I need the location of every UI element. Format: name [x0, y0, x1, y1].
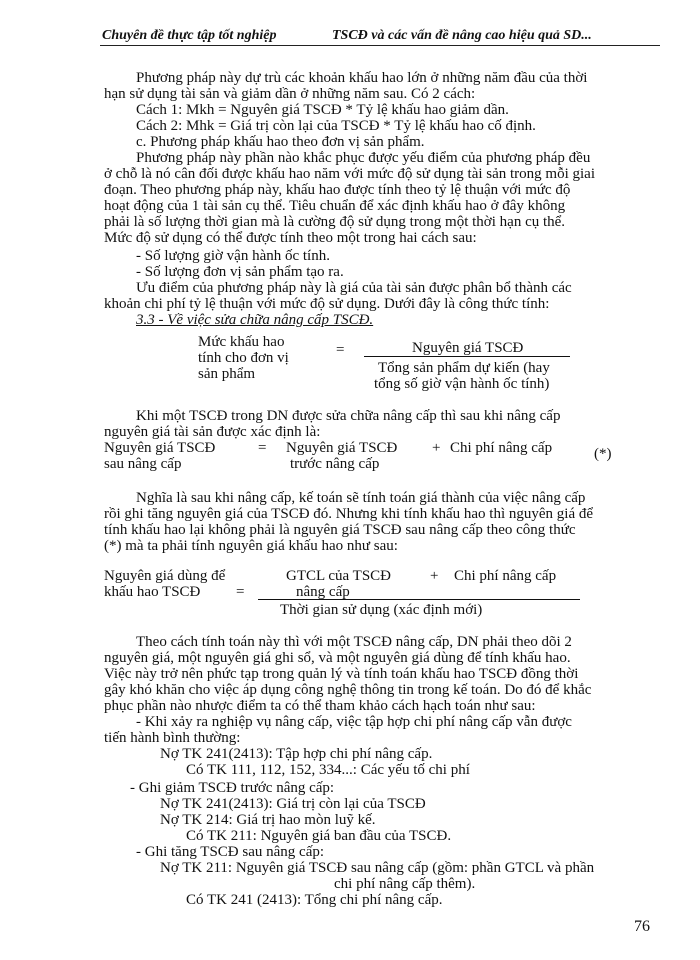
- text-line: phục phần nào nhược điểm ta có thể tham khảo cách hạch toán như sau:: [104, 698, 536, 714]
- text-line: Theo cách tính toán này thì với một TSCĐ nâng cấp, DN phải theo dõi 2: [136, 634, 572, 650]
- fraction-bar: [364, 356, 570, 357]
- journal-entry: chi phí nâng cấp thêm).: [334, 876, 476, 892]
- journal-entry: Có TK 111, 112, 152, 334...: Các yếu tố chi phí: [186, 762, 470, 778]
- text-line: tính khấu hao lại không phải là nguyên giá TSCĐ sau nâng cấp theo công thức: [104, 522, 576, 538]
- text-line: Khi một TSCĐ trong DN được sửa chữa nâng cấp thì sau khi nâng cấp: [136, 408, 561, 424]
- journal-entry: Nợ TK 214: Giá trị hao mòn luỹ kế.: [160, 812, 376, 828]
- text-line: rồi ghi tăng nguyên giá của TSCĐ đó. Nhưng khi tính khấu hao thì nguyên giá để: [104, 506, 594, 522]
- text-line: Phương pháp này phần nào khắc phục được yếu điểm của phương pháp đều: [136, 150, 591, 166]
- text-line: hoạt động của 1 tài sản cụ thể. Tiêu chuẩn để xác định khấu hao ở đây không: [104, 198, 566, 214]
- journal-entry: Nợ TK 211: Nguyên giá TSCĐ sau nâng cấp (gồm: phần GTCL và phần: [160, 860, 595, 876]
- text-line: khoản chi phí tỷ lệ thuận với mức độ sử dụng. Dưới đây là công thức tính:: [104, 296, 550, 312]
- formula-label: Nguyên giá TSCĐ: [104, 440, 216, 456]
- formula-plus: +: [430, 568, 439, 584]
- list-item: - Ghi giảm TSCĐ trước nâng cấp:: [130, 780, 335, 796]
- header-left-title: Chuyên đề thực tập tốt nghiệp: [102, 28, 277, 43]
- text-line: hạn sử dụng tài sản và giảm dần ở những năm sau. Có 2 cách:: [104, 86, 476, 102]
- text-line: ở chỗ là nó cân đối được khấu hao năm với mức độ sử dụng tài sản trong mỗi giai: [104, 166, 596, 182]
- text-line: Cách 2: Mhk = Giá trị còn lại của TSCĐ * Tỷ lệ khấu hao cố định.: [136, 118, 536, 134]
- journal-entry: Nợ TK 241(2413): Giá trị còn lại của TSCĐ: [160, 796, 426, 812]
- list-item: - Số lượng giờ vận hành ốc tính.: [136, 248, 330, 264]
- formula-equals: =: [336, 342, 345, 358]
- formula-label: khấu hao TSCĐ: [104, 584, 201, 600]
- list-item: - Khi xảy ra nghiệp vụ nâng cấp, việc tập hợp chi phí nâng cấp vẫn được: [136, 714, 572, 730]
- formula-marker: (*): [594, 446, 612, 462]
- text-line: Ưu điểm của phương pháp này là giá của tài sản được phân bổ thành các: [136, 280, 572, 296]
- list-item: - Ghi tăng TSCĐ sau nâng cấp:: [136, 844, 325, 860]
- header-rule: [100, 45, 660, 46]
- page-number: 76: [634, 918, 650, 935]
- page-header: [100, 26, 660, 48]
- formula-label: sau nâng cấp: [104, 456, 182, 472]
- formula-denominator: tổng số giờ vận hành ốc tính): [374, 376, 550, 392]
- text-line: Nghĩa là sau khi nâng cấp, kế toán sẽ tính toán giá thành của việc nâng cấp: [136, 490, 586, 506]
- text-line: nguyên giá tài sản được xác định là:: [104, 424, 321, 440]
- formula-denominator: Tổng sản phẩm dự kiến (hay: [378, 360, 550, 376]
- formula-numerator: nâng cấp: [296, 584, 350, 600]
- formula-label: tính cho đơn vị: [198, 350, 289, 366]
- text-line: Mức độ sử dụng có thể được tính theo một trong hai cách sau:: [104, 230, 477, 246]
- formula-equals: =: [258, 440, 267, 456]
- text-line: nguyên giá, một nguyên giá ghi sổ, và một nguyên giá dùng để tính khấu hao.: [104, 650, 571, 666]
- text-line: Việc này trở nên phức tạp trong quản lý và tính toán khấu hao TSCĐ đồng thời: [104, 666, 579, 682]
- text-line: tiến hành bình thường:: [104, 730, 241, 746]
- formula-numerator: Chi phí nâng cấp: [454, 568, 557, 584]
- journal-entry: Có TK 211: Nguyên giá ban đầu của TSCĐ.: [186, 828, 452, 844]
- formula-denominator: Thời gian sử dụng (xác định mới): [280, 602, 483, 618]
- text-line: gây khó khăn cho việc áp dụng công nghệ thông tin trong kế toán. Do đó để khắc: [104, 682, 592, 698]
- formula-label: sản phẩm: [198, 366, 256, 382]
- formula-label: Mức khấu hao: [198, 334, 285, 350]
- fraction-bar: [258, 599, 580, 600]
- formula-term: Nguyên giá TSCĐ: [286, 440, 398, 456]
- formula-equals: =: [236, 584, 245, 600]
- header-right-title: TSCĐ và các vấn đề nâng cao hiệu quả SD...: [332, 28, 592, 43]
- formula-label: Nguyên giá dùng để: [104, 568, 226, 584]
- formula-plus: +: [432, 440, 441, 456]
- journal-entry: Nợ TK 241(2413): Tập hợp chi phí nâng cấp.: [160, 746, 433, 762]
- list-item: - Số lượng đơn vị sản phẩm tạo ra.: [136, 264, 344, 280]
- formula-term: trước nâng cấp: [290, 456, 380, 472]
- text-line: Cách 1: Mkh = Nguyên giá TSCĐ * Tỷ lệ khấu hao giảm dần.: [136, 102, 509, 118]
- formula-term: Chi phí nâng cấp: [450, 440, 553, 456]
- text-line: (*) mà ta phải tính nguyên giá khấu hao như sau:: [104, 538, 398, 554]
- subheading: c. Phương pháp khấu hao theo đơn vị sản phẩm.: [136, 134, 425, 150]
- formula-numerator: GTCL của TSCĐ: [286, 568, 391, 584]
- text-line: đoạn. Theo phương pháp này, khấu hao được tính theo tỷ lệ thuận với mức độ: [104, 182, 571, 198]
- text-line: Phương pháp này dự trù các khoản khấu hao lớn ở những năm đầu của thời: [136, 70, 588, 86]
- section-heading: 3.3 - Về việc sửa chữa nâng cấp TSCĐ.: [136, 312, 374, 328]
- text-line: phải là số lượng thời gian mà là cường độ sử dụng trong một thời hạn cụ thể.: [104, 214, 566, 230]
- journal-entry: Có TK 241 (2413): Tổng chi phí nâng cấp.: [186, 892, 443, 908]
- formula-numerator: Nguyên giá TSCĐ: [412, 340, 524, 356]
